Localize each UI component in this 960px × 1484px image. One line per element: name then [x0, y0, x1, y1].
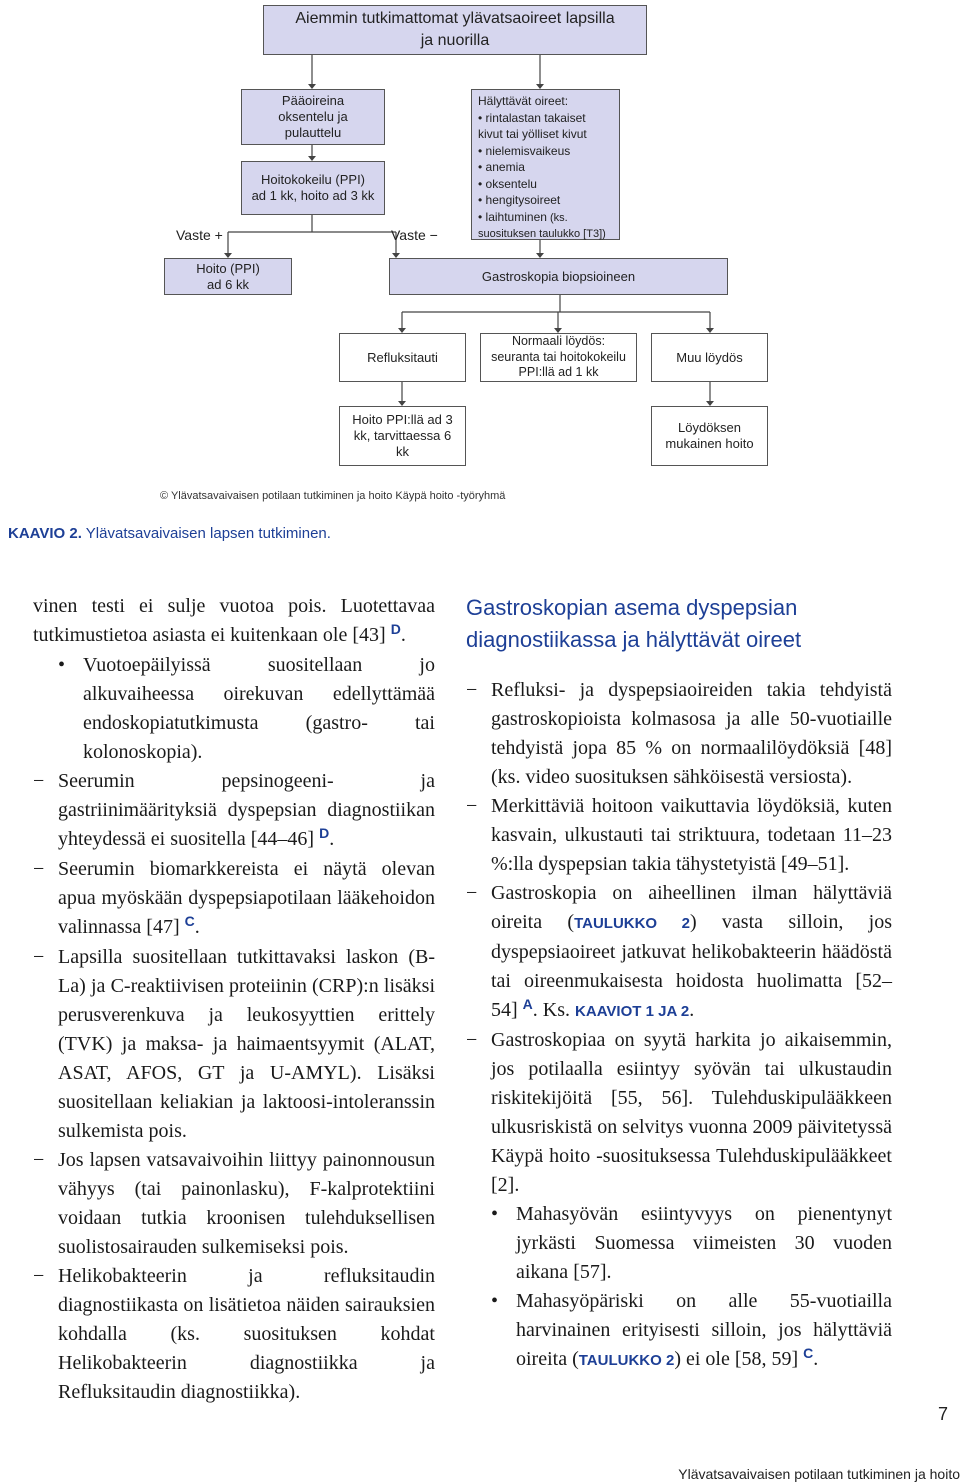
- list-item: − Seerumin biomarkkereista ei näytä olevan apua myöskään dyspepsiapotilaan lääkehoidon valinnassa [47] $^C$.: [33, 858, 435, 938]
- left-column: [33, 592, 435, 1407]
- table-link[interactable]: TAULUKKO 2: [578, 1352, 675, 1369]
- ppi-trial-box: [241, 161, 385, 215]
- alarm-item: • anemia: [478, 159, 613, 176]
- main-symptoms-line2: oksentelu ja: [278, 109, 348, 124]
- response-negative-label: Vaste −: [391, 227, 438, 243]
- list-item: − Merkittäviä hoitoon vaikuttavia löydöksiä, kuten kasvain, ulkustauti tai striktuura, todetaan 11–23 %:lla dyspepsian takia tähystetyistä [49–51].: [466, 795, 892, 875]
- reflux-box: [339, 333, 466, 382]
- flowchart: [0, 0, 960, 520]
- normal-finding-line3: PPI:llä ad 1 kk: [518, 365, 599, 380]
- treatment-ppi-line1: Hoito (PPI): [196, 260, 260, 276]
- normal-finding-line2: seuranta tai hoitokokeilu: [491, 349, 626, 364]
- flowchart-title-line1: Aiemmin tutkimattomat ylävatsaoireet lapsilla: [295, 10, 615, 27]
- gastroscopy-label: Gastroskopia biopsioineen: [481, 268, 636, 284]
- alarm-item: • hengitysoireet: [478, 192, 613, 209]
- list-item: − Jos lapsen vatsavaivoihin liittyy painonnousun vähyys (tai painonlasku), F-kalprotektiini voidaan tutkia kroonisen tulehduksellisen suolistosairauden sulkemiseksi pois.: [33, 1149, 435, 1258]
- section-heading: Gastroskopian asema dyspepsian diagnostiikassa ja hälyttävät oireet: [466, 595, 802, 652]
- list-item: − Gastroskopia on aiheellinen ilman hälyttäviä oireita (TAULUKKO 2) vasta silloin, jos dyspepsiaoireet jatkuvat helikobakteerin häädöstä tai oireenmukaisesta hoidosta huolimatta [52–54] $^A$. Ks. KAAVIOT 1 JA 2.: [466, 882, 892, 1021]
- list-item: • Mahasyöpäriski on alle 55-vuotiailla harvinainen erityisesti silloin, jos hälyttäviä oireita (TAULUKKO 2) ei ole [58, 59] $^C$.: [491, 1290, 892, 1370]
- main-symptoms-line1: Pääoireina: [281, 93, 345, 108]
- flowchart-title-box: [263, 5, 647, 55]
- alarm-note-b: suosituksen taulukko [T3]): [478, 228, 606, 240]
- finding-treatment-box: [651, 406, 768, 466]
- diagram-link[interactable]: KAAVIOT 1 JA 2: [575, 1003, 690, 1020]
- treatment-ppi-box: [164, 258, 292, 295]
- ppi-trial-line2: ad 1 kk, hoito ad 3 kk: [251, 188, 375, 203]
- evidence-grade: A: [522, 996, 533, 1012]
- normal-finding-line1: Normaali löydös:: [511, 334, 606, 349]
- evidence-grade: C: [184, 913, 195, 929]
- list-item: • Mahasyövän esiintyvyys on pienentynyt jyrkästi Suomessa viimeisten 30 vuoden aikana [57].: [491, 1203, 892, 1283]
- list-item: − Lapsilla suositellaan tutkittavaksi laskon (B-La) ja C-reaktiivisen proteiinin (CRP):n lisäksi perusverenkuva ja leukosyyttien erittely (TVK) ja maksa- ja haimaentsyymit (ALAT, ASAT, AFOS, GT ja U-AMYL). Lisäksi suositellaan keliakian ja laktoosi-intoleranssin sulkemista pois.: [33, 946, 435, 1142]
- alarm-note-a: (ks.: [546, 211, 568, 224]
- page-number: 7: [938, 1404, 949, 1424]
- caption-text: Ylävatsavaivaisen lapsen tutkiminen.: [81, 525, 331, 542]
- reflux-treatment-line2: kk, tarvittaessa 6: [353, 428, 452, 443]
- reflux-label: Refluksitauti: [367, 349, 438, 365]
- alarm-item: • rintalastan takaiset kivut tai yölliset kivut: [478, 110, 613, 143]
- alarm-list: [478, 110, 613, 227]
- alarm-item: • nielemisvaikeus: [478, 143, 613, 160]
- reflux-treatment-line1: Hoito PPI:llä ad 3: [352, 412, 453, 427]
- other-finding-box: [651, 333, 768, 382]
- list-item: − Gastroskopiaa on syytä harkita jo aikaisemmin, jos potilaalla esiintyy syövän tai ulkustaudin riskitekijöitä [55, 56]. Tulehduskipulääkkeen ulkusriskistä on selvitys vuonna 2009 päivitetyssä Käypä hoito -suosituksessa Tulehduskipulääkkeet [2].: [466, 1029, 892, 1196]
- flowchart-title-line2: ja nuorilla: [420, 32, 490, 49]
- evidence-grade: D: [319, 825, 330, 841]
- reflux-treatment-line3: kk: [396, 444, 409, 459]
- copyright-note: © Ylävatsavaivaisen potilaan tutkiminen ja hoito Käypä hoito -työryhmä: [160, 490, 506, 502]
- main-symptoms-box: [241, 89, 385, 145]
- finding-treatment-line2: mukainen hoito: [665, 436, 754, 451]
- running-footer: Ylävatsavaivaisen potilaan tutkiminen ja hoito: [678, 1466, 960, 1482]
- response-positive-label: Vaste +: [176, 227, 223, 243]
- list-item: − Refluksi- ja dyspepsiaoireiden takia tehdyistä gastroskopioista kolmasosa ja alle 50-vuotiaille tehdyistä jopa 85 % on normaalilöydöksiä [48] (ks. video suosituksen sähköisestä versiosta).: [466, 679, 892, 788]
- right-column: [466, 592, 892, 1375]
- finding-treatment-line1: Löydöksen: [678, 420, 741, 435]
- list-item: − Seerumin pepsinogeeni- ja gastriinimäärityksiä dyspepsian diagnostiikan yhteydessä ei suositella [44–46] $^D$.: [33, 770, 435, 850]
- other-finding-label: Muu löydös: [676, 349, 743, 365]
- list-item: • Vuotoepäilyissä suositellaan jo alkuvaiheessa oirekuvan edellyttämää endoskopiatutkimusta (gastro- tai kolonoskopia).: [58, 654, 435, 763]
- main-symptoms-line3: pulauttelu: [284, 125, 342, 140]
- alarm-item: • laihtuminen (ks.: [478, 209, 613, 227]
- paragraph: vinen testi ei sulje vuotoa pois. Luotettavaa tutkimustietoa asiasta ei kuitenkaan ole [43] $^D$.: [33, 595, 435, 646]
- gastroscopy-box: [389, 258, 728, 295]
- table-link[interactable]: TAULUKKO 2: [574, 915, 690, 932]
- reflux-treatment-box: [339, 406, 466, 466]
- caption-label: KAAVIO 2.: [8, 525, 82, 542]
- evidence-grade: D: [390, 621, 401, 637]
- evidence-grade: C: [803, 1345, 814, 1361]
- alarm-title: Hälyttävät oireet:: [478, 94, 569, 108]
- normal-finding-box: [480, 333, 637, 382]
- alarm-symptoms-box: [471, 89, 620, 240]
- treatment-ppi-line2: ad 6 kk: [207, 276, 249, 292]
- ppi-trial-line1: Hoitokokeilu (PPI): [260, 172, 366, 187]
- list-item: − Helikobakteerin ja refluksitaudin diagnostiikasta on lisätietoa näiden sairauksien kohdalla (ks. suosituksen kohdat Helikobakteerin diagnostiikka ja Refluksitaudin diagnostiikka).: [33, 1265, 435, 1403]
- alarm-item: • oksentelu: [478, 176, 613, 193]
- figure-caption: [8, 525, 331, 542]
